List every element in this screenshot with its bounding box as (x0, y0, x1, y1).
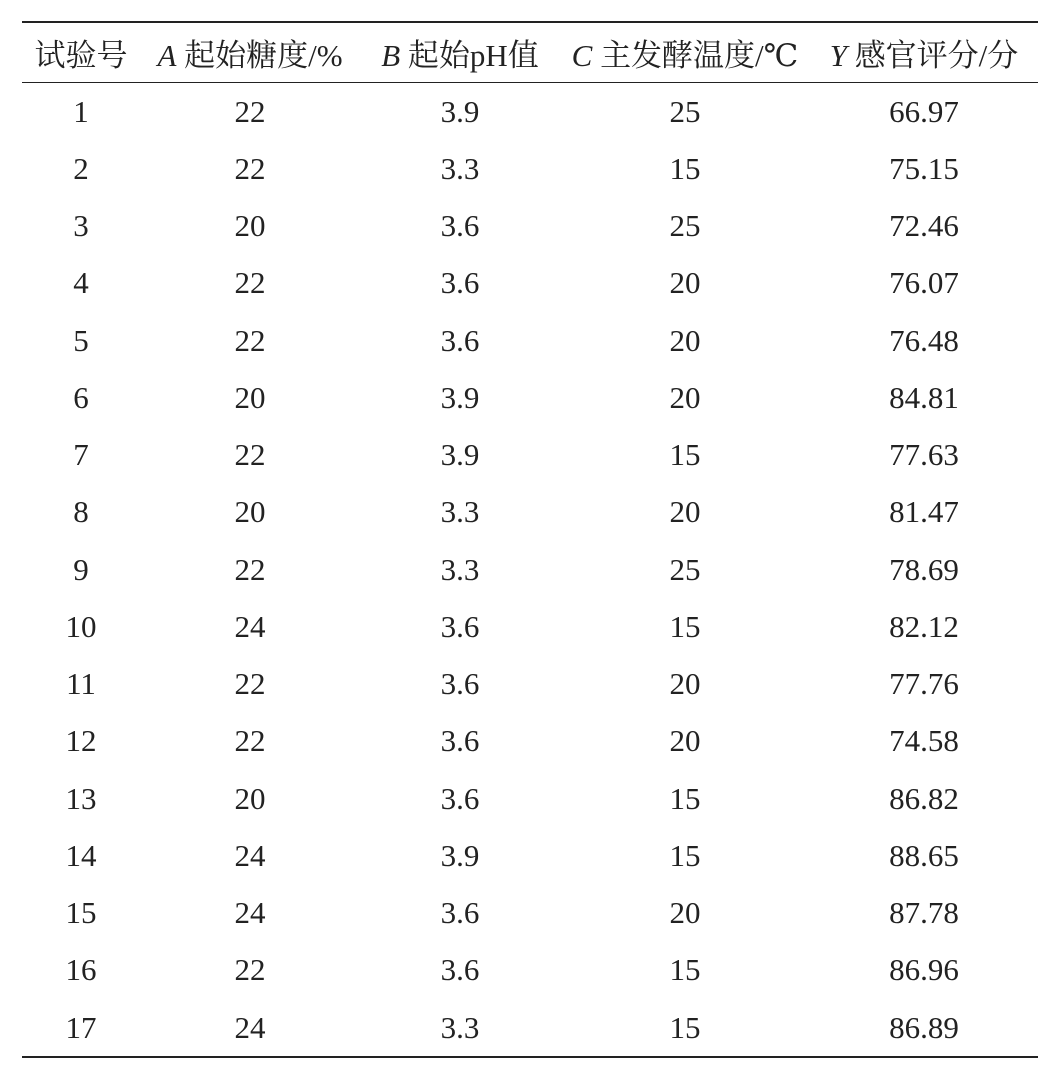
cell-trial-number: 6 (73, 379, 89, 415)
header-sensory-score: Y 感官评分/分 (829, 38, 1019, 73)
cell-initial-ph: 3.3 (440, 150, 480, 186)
cell-fermentation-temp: 20 (669, 666, 701, 702)
header-row (22, 22, 1038, 83)
cell-sensory-score: 87.78 (889, 895, 959, 931)
cell-trial-number: 9 (73, 551, 89, 587)
cell-initial-ph: 3.9 (440, 837, 480, 873)
cell-trial-number: 12 (65, 723, 97, 759)
cell-fermentation-temp: 15 (669, 150, 701, 186)
experiment-table (22, 21, 1038, 1058)
header-initial-ph: B 起始pH值 (381, 38, 539, 73)
cell-initial-sugar: 20 (234, 780, 266, 816)
cell-trial-number: 11 (66, 666, 96, 702)
cell-trial-number: 4 (73, 265, 89, 301)
cell-trial-number: 3 (73, 208, 89, 244)
cell-initial-ph: 3.3 (440, 1009, 480, 1045)
cell-initial-ph: 3.6 (440, 608, 480, 644)
cell-trial-number: 13 (65, 780, 97, 816)
cell-initial-ph: 3.6 (440, 322, 480, 358)
cell-fermentation-temp: 25 (669, 93, 701, 129)
cell-initial-sugar: 22 (234, 93, 266, 129)
cell-initial-ph: 3.9 (440, 93, 480, 129)
table-row (22, 942, 1038, 999)
cell-initial-sugar: 24 (234, 1009, 266, 1045)
table-header (22, 22, 1038, 83)
cell-fermentation-temp: 20 (669, 895, 701, 931)
cell-initial-ph: 3.6 (440, 265, 480, 301)
cell-fermentation-temp: 15 (669, 608, 701, 644)
cell-initial-sugar: 22 (234, 952, 266, 988)
cell-initial-sugar: 22 (234, 723, 266, 759)
cell-fermentation-temp: 15 (669, 837, 701, 873)
table-body (22, 83, 1038, 1058)
cell-initial-sugar: 22 (234, 150, 266, 186)
cell-sensory-score: 86.82 (889, 780, 959, 816)
table-row (22, 140, 1038, 197)
table-row (22, 656, 1038, 713)
cell-sensory-score: 84.81 (889, 379, 959, 415)
table-row (22, 598, 1038, 655)
cell-initial-ph: 3.3 (440, 551, 480, 587)
table-row (22, 369, 1038, 426)
cell-sensory-score: 76.48 (889, 322, 959, 358)
cell-sensory-score: 78.69 (889, 551, 959, 587)
cell-sensory-score: 88.65 (889, 837, 959, 873)
cell-trial-number: 7 (73, 437, 89, 473)
cell-trial-number: 10 (65, 608, 97, 644)
table-row (22, 427, 1038, 484)
cell-trial-number: 1 (73, 93, 89, 129)
cell-initial-sugar: 24 (234, 608, 266, 644)
cell-initial-sugar: 22 (234, 322, 266, 358)
cell-initial-ph: 3.6 (440, 208, 480, 244)
cell-sensory-score: 74.58 (889, 723, 959, 759)
cell-initial-sugar: 20 (234, 379, 266, 415)
cell-initial-sugar: 22 (234, 265, 266, 301)
header-fermentation-temp: C 主发酵温度/℃ (571, 38, 799, 73)
cell-fermentation-temp: 20 (669, 322, 701, 358)
cell-initial-ph: 3.6 (440, 952, 480, 988)
table-row (22, 541, 1038, 598)
cell-sensory-score: 77.63 (889, 437, 959, 473)
cell-initial-ph: 3.9 (440, 379, 480, 415)
table-row (22, 198, 1038, 255)
cell-initial-sugar: 24 (234, 895, 266, 931)
cell-fermentation-temp: 15 (669, 1009, 701, 1045)
cell-fermentation-temp: 20 (669, 265, 701, 301)
cell-sensory-score: 86.96 (889, 952, 959, 988)
header-trial-number: 试验号 (34, 38, 128, 73)
cell-trial-number: 14 (65, 837, 97, 873)
table-row (22, 827, 1038, 884)
table-row (22, 312, 1038, 369)
cell-initial-ph: 3.3 (440, 494, 480, 530)
cell-fermentation-temp: 15 (669, 437, 701, 473)
cell-trial-number: 8 (73, 494, 89, 530)
cell-initial-sugar: 24 (234, 837, 266, 873)
cell-trial-number: 2 (73, 150, 89, 186)
cell-initial-sugar: 22 (234, 551, 266, 587)
cell-sensory-score: 82.12 (889, 608, 959, 644)
table-row (22, 83, 1038, 141)
cell-initial-sugar: 20 (234, 494, 266, 530)
cell-fermentation-temp: 20 (669, 494, 701, 530)
cell-sensory-score: 66.97 (889, 93, 959, 129)
table-row (22, 999, 1038, 1057)
cell-initial-sugar: 20 (234, 208, 266, 244)
cell-initial-ph: 3.9 (440, 437, 480, 473)
cell-fermentation-temp: 20 (669, 379, 701, 415)
cell-fermentation-temp: 25 (669, 551, 701, 587)
table-row (22, 885, 1038, 942)
table-row (22, 255, 1038, 312)
cell-initial-sugar: 22 (234, 437, 266, 473)
cell-trial-number: 15 (65, 895, 97, 931)
cell-sensory-score: 81.47 (889, 494, 959, 530)
cell-sensory-score: 75.15 (889, 150, 959, 186)
header-initial-sugar: A 起始糖度/% (157, 38, 343, 73)
cell-sensory-score: 77.76 (889, 666, 959, 702)
cell-fermentation-temp: 25 (669, 208, 701, 244)
cell-initial-sugar: 22 (234, 666, 266, 702)
cell-sensory-score: 76.07 (889, 265, 959, 301)
table-row (22, 770, 1038, 827)
cell-fermentation-temp: 15 (669, 952, 701, 988)
cell-fermentation-temp: 15 (669, 780, 701, 816)
table-row (22, 484, 1038, 541)
cell-trial-number: 16 (65, 952, 97, 988)
cell-fermentation-temp: 20 (669, 723, 701, 759)
cell-sensory-score: 72.46 (889, 208, 959, 244)
cell-initial-ph: 3.6 (440, 723, 480, 759)
cell-sensory-score: 86.89 (889, 1009, 959, 1045)
cell-trial-number: 17 (65, 1009, 97, 1045)
table-row (22, 713, 1038, 770)
cell-initial-ph: 3.6 (440, 666, 480, 702)
experiment-table-container (22, 21, 1038, 1058)
cell-trial-number: 5 (73, 322, 89, 358)
cell-initial-ph: 3.6 (440, 780, 480, 816)
cell-initial-ph: 3.6 (440, 895, 480, 931)
